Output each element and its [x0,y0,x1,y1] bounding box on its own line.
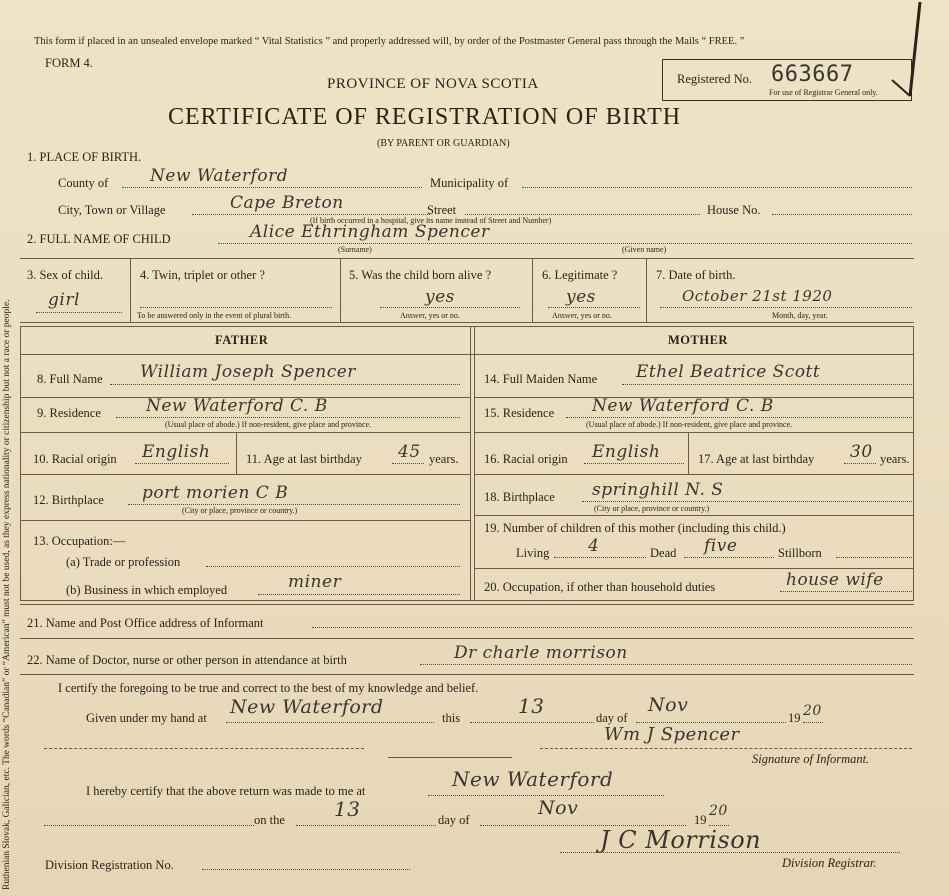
division-registration-label: Division Registration No. [45,858,174,872]
mother-occupation-value: house wife [786,570,884,590]
certify-month-value: Nov [648,694,689,716]
registrar-note: For use of Registrar General only. [769,88,878,97]
postal-notice: This form if placed in an unsealed envelope marked “ Vital Statistics ” and properly addressed will, by order of the Postmaster General pass through the Mails “ FREE. ” [34,36,745,47]
born-alive-label: 5. Was the child born alive ? [349,268,492,282]
dead-label: Dead [650,546,677,560]
given-label: Given under my hand at [86,711,207,725]
mother-age-unit: years. [880,452,910,466]
twin-note: To be answered only in the event of plural birth. [137,311,292,320]
registrar-day-value: 13 [334,797,361,821]
registrar-year-prefix: 19 [694,813,707,827]
mother-name-value: Ethel Beatrice Scott [636,362,821,382]
trade-label: (a) Trade or profession [66,555,181,569]
province-title: PROVINCE OF NOVA SCOTIA [327,76,539,92]
house-label: House No. [707,203,761,217]
city-value: Cape Breton [230,193,344,213]
sex-label: 3. Sex of child. [27,268,104,282]
registered-label: Registered No. [677,72,752,86]
sex-value: girl [48,290,80,310]
informant-signature: Wm J Spencer [604,724,740,745]
city-label: City, Town or Village [58,203,166,217]
registrar-day-label: day of [438,813,470,827]
doctor-label: 22. Name of Doctor, nurse or other person in attendance at birth [27,653,347,667]
living-label: Living [516,546,550,560]
child-name-label: 2. FULL NAME OF CHILD [27,232,171,246]
father-birthplace-label: 12. Birthplace [33,493,104,507]
registration-box [662,59,912,101]
street-label: Street [427,203,457,217]
page-title: CERTIFICATE OF REGISTRATION OF BIRTH [168,104,682,130]
registered-number: 663667 [771,62,854,87]
legitimate-label: 6. Legitimate ? [542,268,618,282]
registrar-signature: J C Morrison [600,826,762,854]
mother-birthplace-note: (City or place, province or country.) [594,504,710,513]
informant-label: 21. Name and Post Office address of Informant [27,616,264,630]
children-label: 19. Number of children of this mother (including this child.) [484,521,786,535]
sidebar-text: Ruthenian Slovak, Galician, etc. The words “Canadian” or “American” must not be used, as they express nationality or citizenship but not a race or people. [2,299,12,890]
mother-race-value: English [592,442,661,462]
stillborn-label: Stillborn [778,546,822,560]
certify-year-prefix: 19 [788,711,801,725]
certify-day-label: day of [596,711,628,725]
legitimate-note: Answer, yes or no. [552,311,612,320]
father-race-value: English [142,442,211,462]
father-name-label: 8. Full Name [37,372,103,386]
mother-name-label: 14. Full Maiden Name [484,372,598,386]
mother-age-label: 17. Age at last birthday [698,452,815,466]
place-of-birth-heading: 1. PLACE OF BIRTH. [27,150,142,164]
mother-birthplace-label: 18. Birthplace [484,490,555,504]
form-number: FORM 4. [45,56,93,70]
father-name-value: William Joseph Spencer [140,362,356,382]
father-heading: FATHER [215,333,269,347]
mother-occupation-label: 20. Occupation, if other than household duties [484,580,716,594]
registrar-month-value: Nov [538,797,579,819]
registrar-text: I hereby certify that the above return was made to me at [86,784,366,798]
mother-residence-value: New Waterford C. B [592,396,774,416]
page-subtitle: (BY PARENT OR GUARDIAN) [377,138,510,149]
surname-note: (Surname) [338,245,372,254]
mother-residence-label: 15. Residence [484,406,555,420]
given-name-note: (Given name) [622,245,667,254]
father-birthplace-value: port morien C B [142,483,289,503]
father-birthplace-note: (City or place, province or country.) [182,506,298,515]
twin-label: 4. Twin, triplet or other ? [140,268,265,282]
county-label: County of [58,176,109,190]
father-residence-note: (Usual place of abode.) If non-resident, give place and province. [165,420,372,429]
born-alive-note: Answer, yes or no. [400,311,460,320]
dead-value: five [704,536,738,556]
business-label: (b) Business in which employed [66,583,228,597]
certify-day-value: 13 [518,694,545,718]
sidebar-note [2,30,18,890]
dob-label: 7. Date of birth. [656,268,736,282]
check-mark-icon [880,0,940,100]
father-age-label: 11. Age at last birthday [246,452,362,466]
legitimate-value: yes [566,287,596,307]
dob-note: Month, day, year. [772,311,828,320]
registrar-year-value: 20 [709,803,728,819]
father-residence-value: New Waterford C. B [146,396,328,416]
living-value: 4 [588,536,600,556]
father-age-value: 45 [398,442,421,462]
doctor-value: Dr charle morrison [454,643,628,663]
given-place-value: New Waterford [230,696,384,718]
mother-residence-note: (Usual place of abode.) If non-resident, give place and province. [586,420,793,429]
father-race-label: 10. Racial origin [33,452,117,466]
certify-year-value: 20 [803,703,822,719]
certify-text: I certify the foregoing to be true and correct to the best of my knowledge and belief. [58,681,479,695]
mother-birthplace-value: springhill N. S [592,480,724,500]
father-age-unit: years. [429,452,459,466]
hospital-note: (If birth occurred in a hospital, give its name instead of Street and Number) [310,216,552,225]
mother-heading: MOTHER [668,333,728,347]
county-value: New Waterford [150,166,289,186]
dob-value: October 21st 1920 [682,287,833,305]
mother-age-value: 30 [850,442,873,462]
on-the-label: on the [254,813,285,827]
father-occupation-label: 13. Occupation:— [33,534,126,548]
informant-signature-label: Signature of Informant. [752,752,870,766]
child-name-value: Alice Ethringham Spencer [250,222,490,242]
father-residence-label: 9. Residence [37,406,101,420]
municipality-label: Municipality of [430,176,509,190]
division-registrar-label: Division Registrar. [782,856,877,870]
mother-race-label: 16. Racial origin [484,452,568,466]
business-value: miner [288,572,342,592]
this-label: this [442,711,461,725]
born-alive-value: yes [425,287,455,307]
registrar-place-value: New Waterford [452,767,614,791]
